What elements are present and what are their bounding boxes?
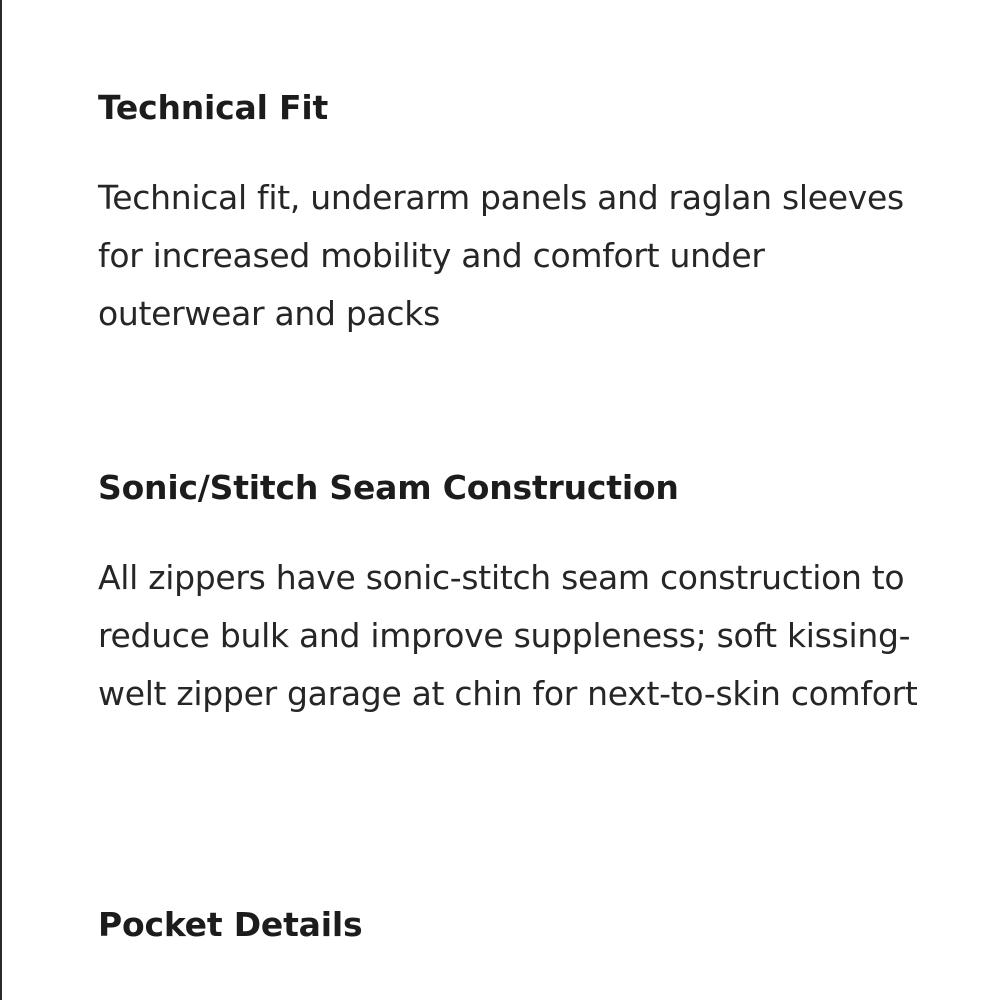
- left-border-divider: [0, 0, 2, 1000]
- section-body-technical-fit: Technical fit, underarm panels and raglan sleeves for increased mobility and comfort under outerwear and packs: [98, 178, 904, 333]
- section-title-seam-construction: Sonic/Stitch Seam Construction: [98, 468, 679, 507]
- section-body-seam-construction: All zippers have sonic-stitch seam construction to reduce bulk and improve suppleness; soft kissing-welt zipper garage at chin for next-to-skin comfort: [98, 558, 918, 713]
- section-title-technical-fit: Technical Fit: [98, 88, 329, 127]
- section-title-pocket-details: Pocket Details: [98, 905, 363, 944]
